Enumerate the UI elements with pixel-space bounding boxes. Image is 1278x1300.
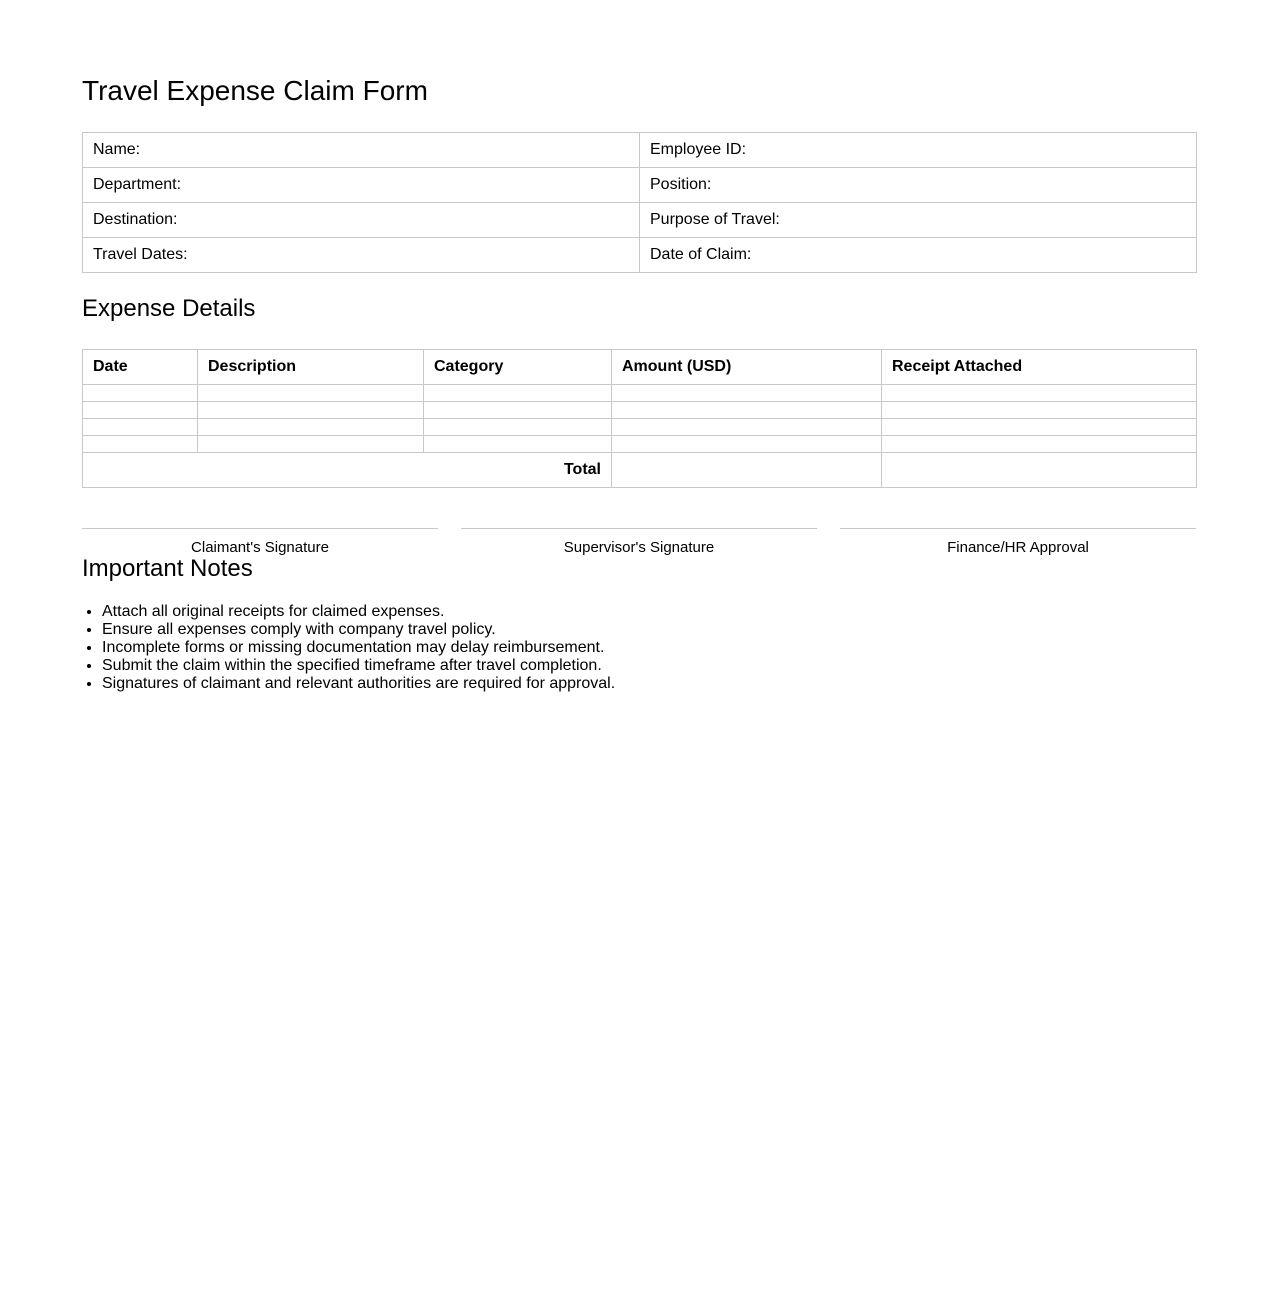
description-cell[interactable]	[198, 419, 424, 436]
employee-id-field[interactable]: Employee ID:	[640, 133, 1197, 168]
category-cell[interactable]	[424, 419, 612, 436]
amount-cell[interactable]	[612, 402, 882, 419]
supervisor-signature-line[interactable]: Supervisor's Signature	[461, 528, 817, 556]
column-header-receipt: Receipt Attached	[882, 350, 1197, 385]
destination-field[interactable]: Destination:	[83, 203, 640, 238]
receipt-cell[interactable]	[882, 385, 1197, 402]
table-row	[83, 402, 1197, 419]
table-row	[83, 419, 1197, 436]
list-item: • Ensure all expenses comply with company travel policy.	[102, 621, 615, 639]
column-header-description: Description	[198, 350, 424, 385]
date-of-claim-field[interactable]: Date of Claim:	[640, 238, 1197, 273]
column-header-amount: Amount (USD)	[612, 350, 882, 385]
total-label: Total	[83, 453, 612, 488]
list-item: • Attach all original receipts for claimed expenses.	[102, 603, 615, 621]
info-row	[83, 203, 1197, 238]
position-field[interactable]: Position:	[640, 168, 1197, 203]
important-notes-heading: Important Notes	[82, 555, 253, 582]
column-header-category: Category	[424, 350, 612, 385]
department-field[interactable]: Department:	[83, 168, 640, 203]
description-cell[interactable]	[198, 436, 424, 453]
employee-info-table	[82, 132, 1197, 273]
total-receipt-cell[interactable]	[882, 453, 1197, 488]
list-item: • Incomplete forms or missing documentation may delay reimbursement.	[102, 639, 615, 657]
category-cell[interactable]	[424, 436, 612, 453]
info-row	[83, 133, 1197, 168]
column-header-date: Date	[83, 350, 198, 385]
receipt-cell[interactable]	[882, 436, 1197, 453]
list-item: • Signatures of claimant and relevant authorities are required for approval.	[102, 675, 615, 693]
date-cell[interactable]	[83, 402, 198, 419]
total-amount-cell[interactable]	[612, 453, 882, 488]
receipt-cell[interactable]	[882, 419, 1197, 436]
name-field[interactable]: Name:	[83, 133, 640, 168]
amount-cell[interactable]	[612, 419, 882, 436]
table-row	[83, 385, 1197, 402]
expense-details-heading: Expense Details	[82, 295, 256, 322]
purpose-of-travel-field[interactable]: Purpose of Travel:	[640, 203, 1197, 238]
category-cell[interactable]	[424, 385, 612, 402]
expense-header-row	[83, 350, 1197, 385]
total-row	[83, 453, 1197, 488]
expense-table	[82, 349, 1197, 488]
table-row	[83, 436, 1197, 453]
description-cell[interactable]	[198, 402, 424, 419]
list-item: • Submit the claim within the specified timeframe after travel completion.	[102, 657, 615, 675]
travel-dates-field[interactable]: Travel Dates:	[83, 238, 640, 273]
receipt-cell[interactable]	[882, 402, 1197, 419]
category-cell[interactable]	[424, 402, 612, 419]
date-cell[interactable]	[83, 419, 198, 436]
date-cell[interactable]	[83, 436, 198, 453]
amount-cell[interactable]	[612, 436, 882, 453]
info-row	[83, 168, 1197, 203]
date-cell[interactable]	[83, 385, 198, 402]
page-title: Travel Expense Claim Form	[82, 75, 428, 106]
notes-list	[82, 603, 615, 693]
amount-cell[interactable]	[612, 385, 882, 402]
finance-hr-approval-line[interactable]: Finance/HR Approval	[840, 528, 1196, 556]
info-row	[83, 238, 1197, 273]
description-cell[interactable]	[198, 385, 424, 402]
claimant-signature-line[interactable]: Claimant's Signature	[82, 528, 438, 556]
